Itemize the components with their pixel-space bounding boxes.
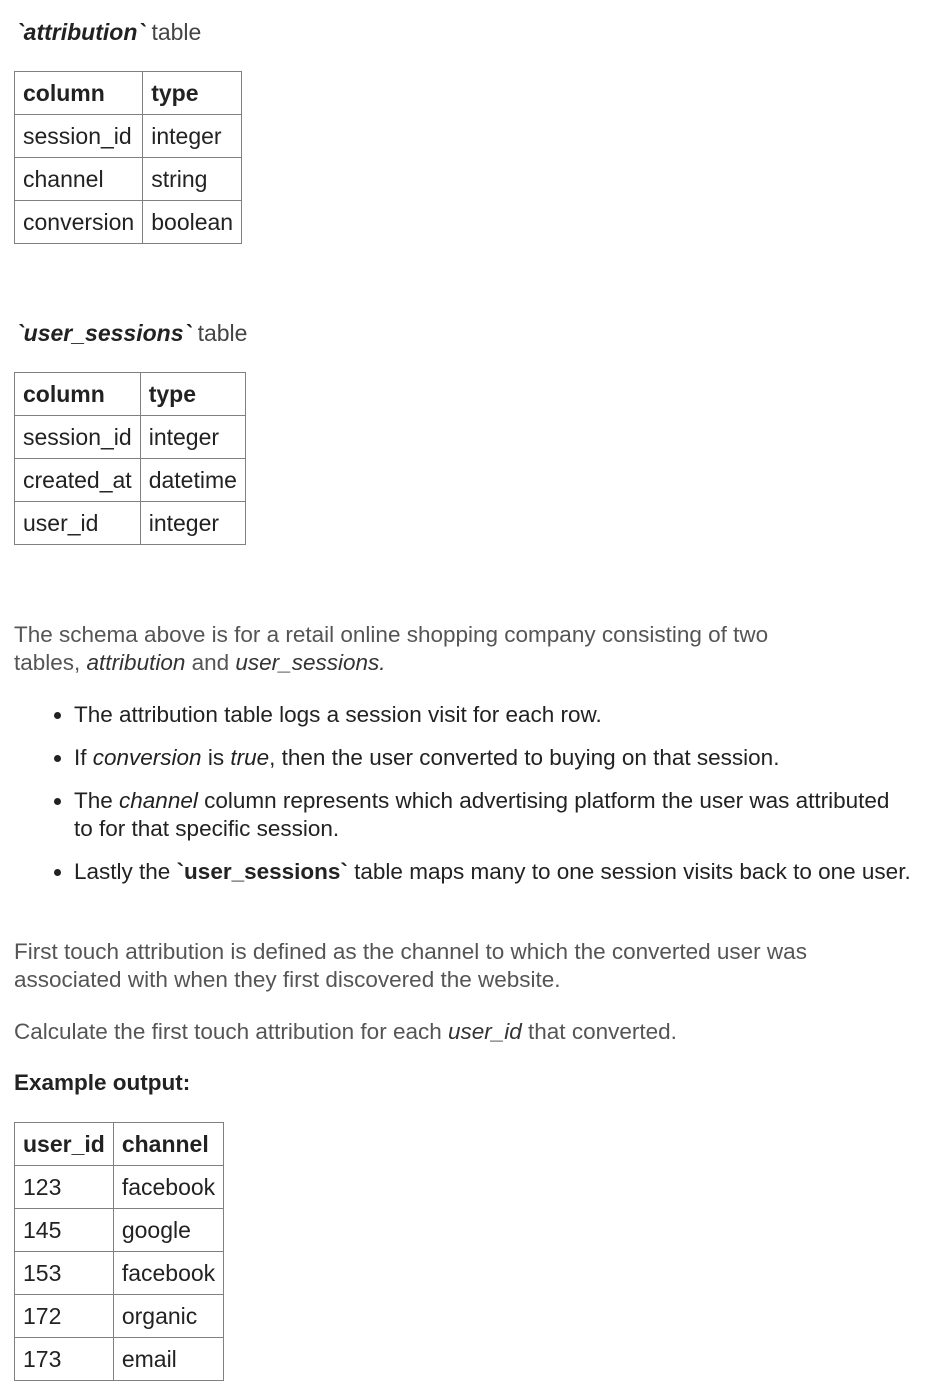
header-cell: column [15,373,141,416]
emphasis: true [230,745,270,770]
table-row [15,502,246,545]
table-header-row [15,72,242,115]
title-suffix: table [151,19,202,45]
cell: email [113,1338,223,1381]
cell: datetime [140,459,245,502]
bullet-item [74,787,914,843]
table-header-row [15,1123,224,1166]
text: The [74,788,120,813]
cell: user_id [15,502,141,545]
cell: created_at [15,459,141,502]
cell: integer [143,115,242,158]
intro-paragraph [14,621,814,677]
header-cell: type [140,373,245,416]
text: that converted. [521,1019,677,1044]
header-cell: channel [113,1123,223,1166]
cell: facebook [113,1252,223,1295]
example-output-label: Example output: [14,1070,191,1095]
cell: 172 [15,1295,114,1338]
cell: integer [140,416,245,459]
user-sessions-title: `user_sessions` table [16,320,248,346]
bullet-item [74,701,914,729]
cell: conversion [15,201,143,244]
table-name: user_sessions [23,320,184,346]
table-row [15,201,242,244]
cell: channel [15,158,143,201]
bullet-item [74,858,914,886]
text: Calculate the first touch attribution for each [14,1019,448,1044]
bullet-item [74,744,914,772]
header-cell: column [15,72,143,115]
cell: session_id [15,115,143,158]
text: , then the user converted to buying on that session. [269,745,780,770]
example-output-table [14,1122,224,1381]
emphasis: conversion [92,745,202,770]
cell: session_id [15,416,141,459]
text: Lastly the [74,859,177,884]
cell: 173 [15,1338,114,1381]
cell: integer [140,502,245,545]
task-paragraph [14,1018,894,1046]
attribution-title: `attribution` table [16,19,202,45]
text: If [74,745,93,770]
table-name: attribution [23,19,138,45]
attribution-schema-table [14,71,242,244]
cell: 153 [15,1252,114,1295]
title-suffix: table [197,320,248,346]
text: The schema above is for a retail online shopping company consisting of two tables, [14,622,769,675]
table-row [15,1295,224,1338]
cell: organic [113,1295,223,1338]
header-cell: user_id [15,1123,114,1166]
cell: 123 [15,1166,114,1209]
bullet-list [14,701,914,901]
table-row [15,459,246,502]
table-row [15,1338,224,1381]
table-row [15,1166,224,1209]
emphasis: user_id [447,1019,522,1044]
cell: boolean [143,201,242,244]
text: is [201,745,231,770]
table-header-row [15,373,246,416]
header-cell: type [143,72,242,115]
table-row [15,1252,224,1295]
table-row [15,115,242,158]
text: table maps many to one session visits back to one user. [347,859,911,884]
cell: 145 [15,1209,114,1252]
text: column represents which advertising platform the user was attributed to for that specific session. [74,788,890,841]
emphasis: user_sessions. [235,650,386,675]
definition-paragraph: First touch attribution is defined as the channel to which the converted user was associated with when they first discovered the website. [14,939,807,992]
text: The attribution table logs a session visit for each row. [74,702,602,727]
table-row [15,158,242,201]
cell: string [143,158,242,201]
strong-text: `user_sessions` [176,859,348,884]
text: and [185,650,236,675]
table-row [15,1209,224,1252]
user-sessions-schema-table [14,372,246,545]
emphasis: attribution [86,650,186,675]
cell: facebook [113,1166,223,1209]
emphasis: channel [119,788,198,813]
table-row [15,416,246,459]
cell: google [113,1209,223,1252]
